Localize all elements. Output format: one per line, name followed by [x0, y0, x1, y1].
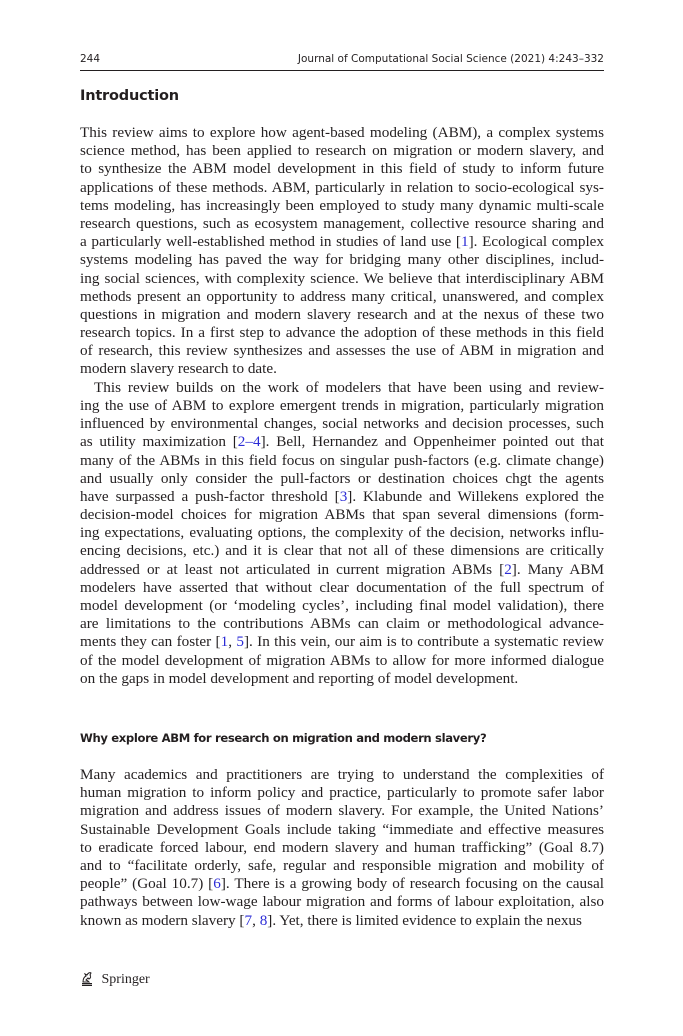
- text-line: of research, this review synthesizes and assesses the use of ABM in migration and: [80, 342, 604, 360]
- text-line: This review builds on the work of modelers that have been using and review-: [94, 378, 604, 396]
- citation-link[interactable]: 5: [236, 633, 244, 651]
- text-segment: ]. Bell, Hernandez and Oppenheimer pointed out that: [260, 433, 604, 451]
- text-line: research topics. In a first step to advance the adoption of these methods in this field: [80, 324, 604, 342]
- text-line: are limitations to the contributions ABMs can claim or methodological advance-: [80, 615, 604, 633]
- text-line: Sustainable Development Goals include taking “immediate and effective measures: [80, 820, 604, 838]
- text-line: ing the use of ABM to explore emergent trends in migration, particularly migration: [80, 396, 604, 414]
- text-line: modelers have asserted that without clear documentation of the full spectrum of: [80, 578, 604, 596]
- citation-link[interactable]: 2: [504, 560, 512, 578]
- citation-link[interactable]: 3: [339, 487, 348, 505]
- text-segment: ]. Klabunde and Willekens explored the: [347, 487, 604, 505]
- text-line: migration and address issues of modern slavery. For example, the United Nations’: [80, 802, 604, 820]
- text-segment: ]. Yet, there is limited evidence to explain the nexus: [267, 911, 582, 929]
- text-line: on the gaps in model development and reporting of model development.: [80, 669, 519, 687]
- text-line: questions in migration and modern slavery research and at the nexus of these two: [80, 305, 604, 323]
- citation-link[interactable]: 6: [213, 875, 221, 893]
- citation-link[interactable]: 1: [461, 233, 469, 251]
- text-segment: ]. Ecological complex: [468, 233, 604, 251]
- text-line: ing expectations, evaluating options, the complexity of the decision, networks influ-: [80, 524, 604, 542]
- text-line: and to “facilitate orderly, safe, regular and responsible migration and mobility of: [80, 856, 604, 874]
- text-segment: a particularly well-established method in studies of land use [: [80, 233, 461, 251]
- text-segment: addressed or at least not articulated in current migration ABMs [: [80, 560, 505, 578]
- text-segment: people” (Goal 10.7) [: [80, 875, 214, 893]
- text-line: ing social sciences, with complexity science. We believe that interdisciplinary ABM: [80, 269, 604, 287]
- header-divider: [80, 70, 604, 71]
- text-line: applications of these methods. ABM, particularly in relation to socio-ecological sys-: [80, 178, 604, 196]
- paragraph-why-1: [80, 766, 604, 930]
- text-segment: ]. In this vein, our aim is to contribute a systematic review: [243, 633, 605, 651]
- springer-knight-icon: [80, 970, 94, 986]
- text-line: [80, 633, 604, 651]
- running-head: [80, 50, 604, 70]
- text-line: [80, 875, 604, 893]
- text-segment: ,: [252, 911, 260, 929]
- paragraph-intro-2: [80, 379, 604, 688]
- text-line: of the model development of migration ABMs to allow for more informed dialogue: [80, 651, 604, 669]
- text-line: to synthesize the ABM model development in this field of study to inform future: [80, 160, 604, 178]
- publisher-footer: [80, 970, 150, 988]
- text-line: decision-model choices for migration ABMs that span several dimensions (form-: [80, 506, 604, 524]
- citation-link[interactable]: 7: [244, 911, 253, 929]
- text-line: pathways between low-wage labour migration and forms of labour exploitation, also: [80, 893, 604, 911]
- text-line: [80, 233, 604, 251]
- text-line: [80, 561, 604, 579]
- text-line: This review aims to explore how agent-based modeling (ABM), a complex systems: [80, 124, 604, 141]
- text-line: systems modeling has paved the way for bridging many other disciplines, includ-: [80, 251, 604, 269]
- text-line: research questions, such as ecosystem management, collective resource sharing and: [80, 214, 604, 232]
- text-segment: as utility maximization [: [80, 433, 238, 451]
- citation-link[interactable]: 1: [220, 633, 229, 651]
- text-segment: ]. There is a growing body of research focusing on the causal: [220, 875, 604, 893]
- text-segment: ]. Many ABM: [511, 560, 605, 578]
- page-number: 244: [80, 53, 101, 65]
- journal-citation: Journal of Computational Social Science (2021) 4:243–332: [297, 53, 604, 65]
- text-line: many of the ABMs in this field focus on singular push-factors (e.g. climate change): [80, 451, 604, 469]
- paragraph-intro-1: [80, 124, 604, 379]
- text-line: tems modeling, has increasingly been employed to study many dynamic multi-scale: [80, 196, 604, 214]
- text-segment: ,: [228, 633, 237, 651]
- text-line: [80, 488, 604, 506]
- citation-link[interactable]: 2–4: [237, 433, 261, 451]
- publisher-name: Springer: [101, 972, 150, 987]
- section-heading-introduction: Introduction: [80, 88, 179, 104]
- text-line: encing decisions, etc.) and it is clear that not all of these dimensions are critically: [80, 542, 604, 560]
- text-line: methods present an opportunity to address many critical, unanswered, and complex: [80, 287, 604, 305]
- section-heading-why-abm: Why explore ABM for research on migration and modern slavery?: [80, 731, 487, 745]
- text-segment: have surpassed a push-factor threshold [: [80, 487, 340, 505]
- text-line: and usually only consider the pull-factors or destination choices chgt the agents: [80, 469, 604, 487]
- citation-link[interactable]: 8: [259, 911, 268, 929]
- text-line: modern slavery research to date.: [80, 360, 277, 378]
- text-line: [80, 433, 604, 451]
- text-line: model development (or ‘modeling cycles’, including final model validation), there: [80, 597, 604, 615]
- text-line: human migration to inform policy and practice, particularly to promote safer labor: [80, 784, 604, 802]
- text-line: to eradicate forced labour, end modern slavery and human trafficking” (Goal 8.7): [80, 838, 604, 856]
- text-line: science method, has been applied to research on migration or modern slavery, and: [80, 142, 604, 160]
- text-line: [80, 912, 604, 930]
- text-segment: ments they can foster [: [80, 633, 221, 651]
- text-line: Many academics and practitioners are trying to understand the complexities of: [80, 766, 604, 783]
- text-segment: known as modern slavery [: [80, 911, 245, 929]
- text-line: influenced by environmental changes, social networks and decision processes, such: [80, 415, 604, 433]
